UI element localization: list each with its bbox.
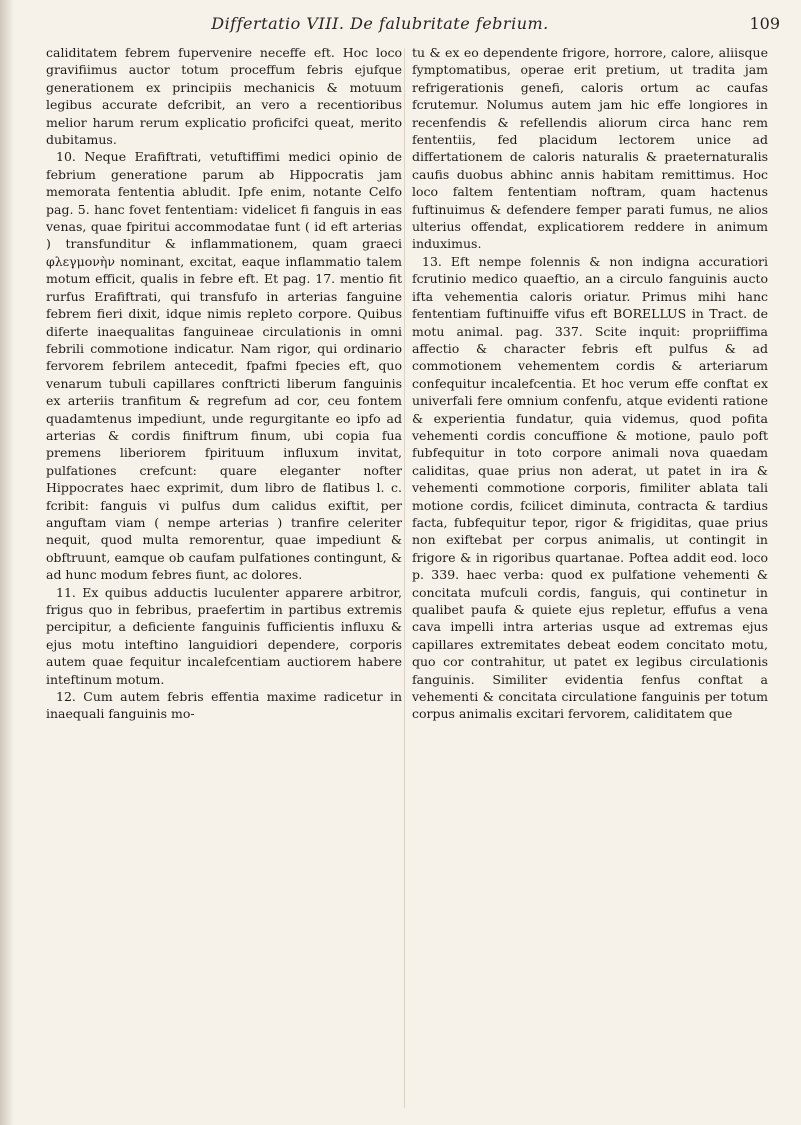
page-number: 109 <box>749 14 780 33</box>
text-columns <box>46 44 768 723</box>
right-column <box>412 44 768 723</box>
left-column <box>46 44 402 723</box>
paragraph: 11. Ex quibus adductis luculenter apparere arbitror, frigus quo in febribus, praefertim in partibus extremis percipitur, a deficiente fanguinis fufficientis influxu & ejus motu inteftino languidiori dependere, corporis autem quae fequitur incalefcentiam auctiorem habere inteftinum motum. <box>46 584 402 687</box>
paragraph: 13. Eft nempe folennis & non indigna accuratiori fcrutinio medico quaeftio, an a circulo fanguinis aucto ifta vehementia caloris oriatur. Primus mihi hanc fententiam fuftinuiffe vifus eft BORELLUS in Tract. de motu animal. pag. 337. Scite inquit: propriiffima affectio & character febris eft pulfus & ad commotionem vehementem cordis & arteriarum confequitur incalefcentia. Et hoc verum effe conftat ex univerfali fere omnium confenfu, atque evidenti ratione & experientia fundatur, quia videmus, quod pofita vehementi cordis concuffione & motione, paulo poft fubfequitur in toto corpore animali nova quaedam caliditas, quae prius non aderat, ut patet in ira & vehementi commotione corporis, fimiliter ablata tali motione cordis, fcilicet diminuta, contracta & tardius facta, fubfequitur tepor, rigor & frigiditas, quae prius non exiftebat per corpus animalis, ut contingit in frigore & in rigoribus quartanae. Poftea addit eod. loco p. 339. haec verba: quod ex pulfatione vehementi & concitata mufculi cordis, fanguis, qui continetur in qualibet paufa & quiete ejus repletur, effufus a vena cava impelli intra arterias usque ad extremas ejus capillares extremitates debeat eodem concitato motu, quo cor contrahitur, ut patet ex legibus circulationis fanguinis. Similiter evidentia fenfus conftat a vehementi & concitata circulatione fanguinis per totum corpus animalis excitari fervorem, caliditatem que <box>412 253 768 722</box>
paragraph: 10. Neque Erafiftrati, vetuftiffimi medici opinio de febrium generatione parum ab Hippocratis jam memorata fententia abludit. Ipfe enim, notante Celfo pag. 5. hanc fovet fententiam: videlicet fi fanguis in eas venas, quae fpiritui accommodatae funt ( id eft arterias ) transfunditur & inflammationem, quam graeci φλεγμονὴν nominant, excitat, eaque inflammatio talem motum efficit, qualis in febre eft. Et pag. 17. mentio fit rurfus Erafiftrati, qui transfufo in arterias fanguine febrem fieri dixit, idque nimis repleto corpore. Quibus diferte inaequalitas fanguineae circulationis in omni febrili commotione indicatur. Nam rigor, qui ordinario fervorem febrilem antecedit, fpafmi fpecies eft, quo venarum tubuli capillares conftricti liberum fanguinis ex arteriis tranfitum & regrefum ad cor, ceu fontem quadamtenus impediunt, unde regurgitante eo ipfo ad arterias & cordis finiftrum finum, ubi copia fua premens liberiorem fpirituum influxum invitat, pulfationes crefcunt: quare eleganter nofter Hippocrates haec exprimit, dum libro de flatibus l. c. fcribit: fanguis vi pulfus dum calidus exiftit, per anguftam viam ( nempe arterias ) tranfire celeriter nequit, quod multa remorentur, quae impediunt & obftruunt, eamque ob caufam pulfationes contingunt, & ad hunc modum febres fiunt, ac dolores. <box>46 149 402 583</box>
running-head <box>40 14 780 40</box>
paragraph: 12. Cum autem febris effentia maxime radicetur in inaequali fanguinis mo- <box>46 689 402 722</box>
binding-shadow <box>0 0 14 1125</box>
paragraph: caliditatem febrem fupervenire neceffe eft. Hoc loco gravifiimus auctor totum proceffum febris ejufque generationem ex principiis mechanicis & motuum legibus accurate defcribit, an vero a recentioribus melior harum rerum explicatio proficifci queat, merito dubitamus. <box>46 45 402 148</box>
paragraph: tu & ex eo dependente frigore, horrore, calore, aliisque fymptomatibus, operae erit pretium, ut tradita jam refrigerationis genefi, caloris ortum ac caufas fcrutemur. Nolumus autem jam hic effe longiores in recenfendis & refellendis aliorum circa hanc rem fententiis, fed placidum lectorem unice ad differtationem de caloris naturalis & praeternaturalis caufis duobus abhinc annis habitam remittimus. Hoc loco faltem fententiam noftram, quam hactenus fuftinuimus & defendere femper parati fumus, ne alios ulterius offendat, explicatiorem reddere in animum induximus. <box>412 45 768 252</box>
running-title: Differtatio VIII. De falubritate febrium. <box>211 14 549 33</box>
